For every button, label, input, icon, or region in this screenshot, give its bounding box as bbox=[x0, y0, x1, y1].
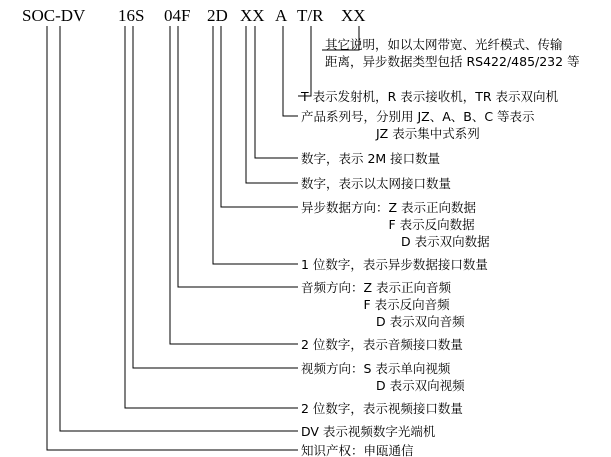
code-token-a: A bbox=[275, 6, 288, 25]
annotation-async-data-count bbox=[301, 256, 488, 273]
annotation-transceiver-line-1: T 表示发射机，R 表示接收机，TR 表示双向机 bbox=[301, 89, 559, 104]
annotation-async-count-line-1: 1 位数字，表示异步数据接口数量 bbox=[301, 257, 488, 272]
annotation-async-direction-line-1: 异步数据方向：Z 表示正向数据 bbox=[301, 200, 477, 215]
leader-audio-direction bbox=[178, 26, 298, 287]
leader-dv-meaning bbox=[60, 26, 298, 431]
annotation-audio-direction-line-2: F 表示反向音频 bbox=[301, 297, 450, 312]
annotation-video-count bbox=[301, 400, 463, 417]
annotation-video-count-line-1: 2 位数字，表示视频接口数量 bbox=[301, 401, 463, 416]
annotation-audio-direction bbox=[301, 279, 465, 330]
leader-ethernet-count bbox=[246, 26, 298, 183]
leader-async-count bbox=[213, 26, 298, 264]
leader-ip-owner bbox=[47, 26, 298, 450]
annotation-other-notes-line-2: 距离，异步数据类型包括 RS422/485/232 等 bbox=[325, 54, 580, 69]
annotation-product-series-line-2: JZ 表示集中式系列 bbox=[301, 126, 480, 141]
code-token-04f: 04F bbox=[164, 6, 191, 25]
annotation-ip-owner-line-1: 知识产权：申瓯通信 bbox=[301, 443, 414, 457]
annotation-dv-meaning-line-1: DV 表示视频数字光端机 bbox=[301, 424, 436, 439]
leader-async-direction bbox=[221, 26, 298, 207]
leader-audio-count bbox=[170, 26, 298, 344]
code-token-tr: T/R bbox=[297, 6, 324, 25]
annotation-dv-meaning bbox=[301, 423, 435, 440]
leader-video-direction bbox=[133, 26, 298, 368]
code-token-16s: 16S bbox=[118, 6, 145, 25]
annotation-video-direction-line-2: D 表示双向视频 bbox=[301, 378, 465, 393]
annotation-async-direction-line-3: D 表示双向数据 bbox=[301, 234, 490, 249]
annotation-other-notes-line-1: 其它说明，如以太网带宽、光纤模式、传输 bbox=[325, 37, 563, 52]
annotation-ethernet-count bbox=[301, 175, 451, 192]
annotation-audio-count bbox=[301, 336, 463, 353]
annotation-async-direction-line-2: F 表示反向数据 bbox=[301, 217, 475, 232]
annotation-e1-2m-count-line-1: 数字，表示 2M 接口数量 bbox=[301, 151, 441, 166]
code-token-xx-video: XX bbox=[240, 6, 265, 25]
annotation-product-series-line-1: 产品系列号，分别用 JZ、A、B、C 等表示 bbox=[301, 109, 535, 124]
code-token-xx-other: XX bbox=[341, 6, 366, 25]
annotation-e1-2m-count bbox=[301, 150, 440, 167]
annotation-video-direction bbox=[301, 360, 465, 394]
annotation-async-data-direction bbox=[301, 199, 490, 250]
annotation-other-notes bbox=[325, 36, 580, 70]
leader-e1-2m-count bbox=[255, 26, 298, 158]
annotation-product-series bbox=[301, 108, 535, 142]
leader-product-series bbox=[283, 26, 298, 116]
annotation-audio-count-line-1: 2 位数字，表示音频接口数量 bbox=[301, 337, 463, 352]
code-token-2d: 2D bbox=[207, 6, 228, 25]
annotation-ip-owner bbox=[301, 442, 414, 457]
code-token-soc-dv: SOC-DV bbox=[22, 6, 86, 25]
annotation-transceiver bbox=[301, 88, 558, 105]
annotation-video-direction-line-1: 视频方向：S 表示单向视频 bbox=[301, 361, 451, 376]
annotation-audio-direction-line-3: D 表示双向音频 bbox=[301, 314, 465, 329]
annotation-ethernet-count-line-1: 数字，表示以太网接口数量 bbox=[301, 176, 452, 191]
annotation-audio-direction-line-1: 音频方向：Z 表示正向音频 bbox=[301, 280, 452, 295]
leader-video-count bbox=[125, 26, 298, 408]
leader-transceiver bbox=[298, 26, 311, 96]
